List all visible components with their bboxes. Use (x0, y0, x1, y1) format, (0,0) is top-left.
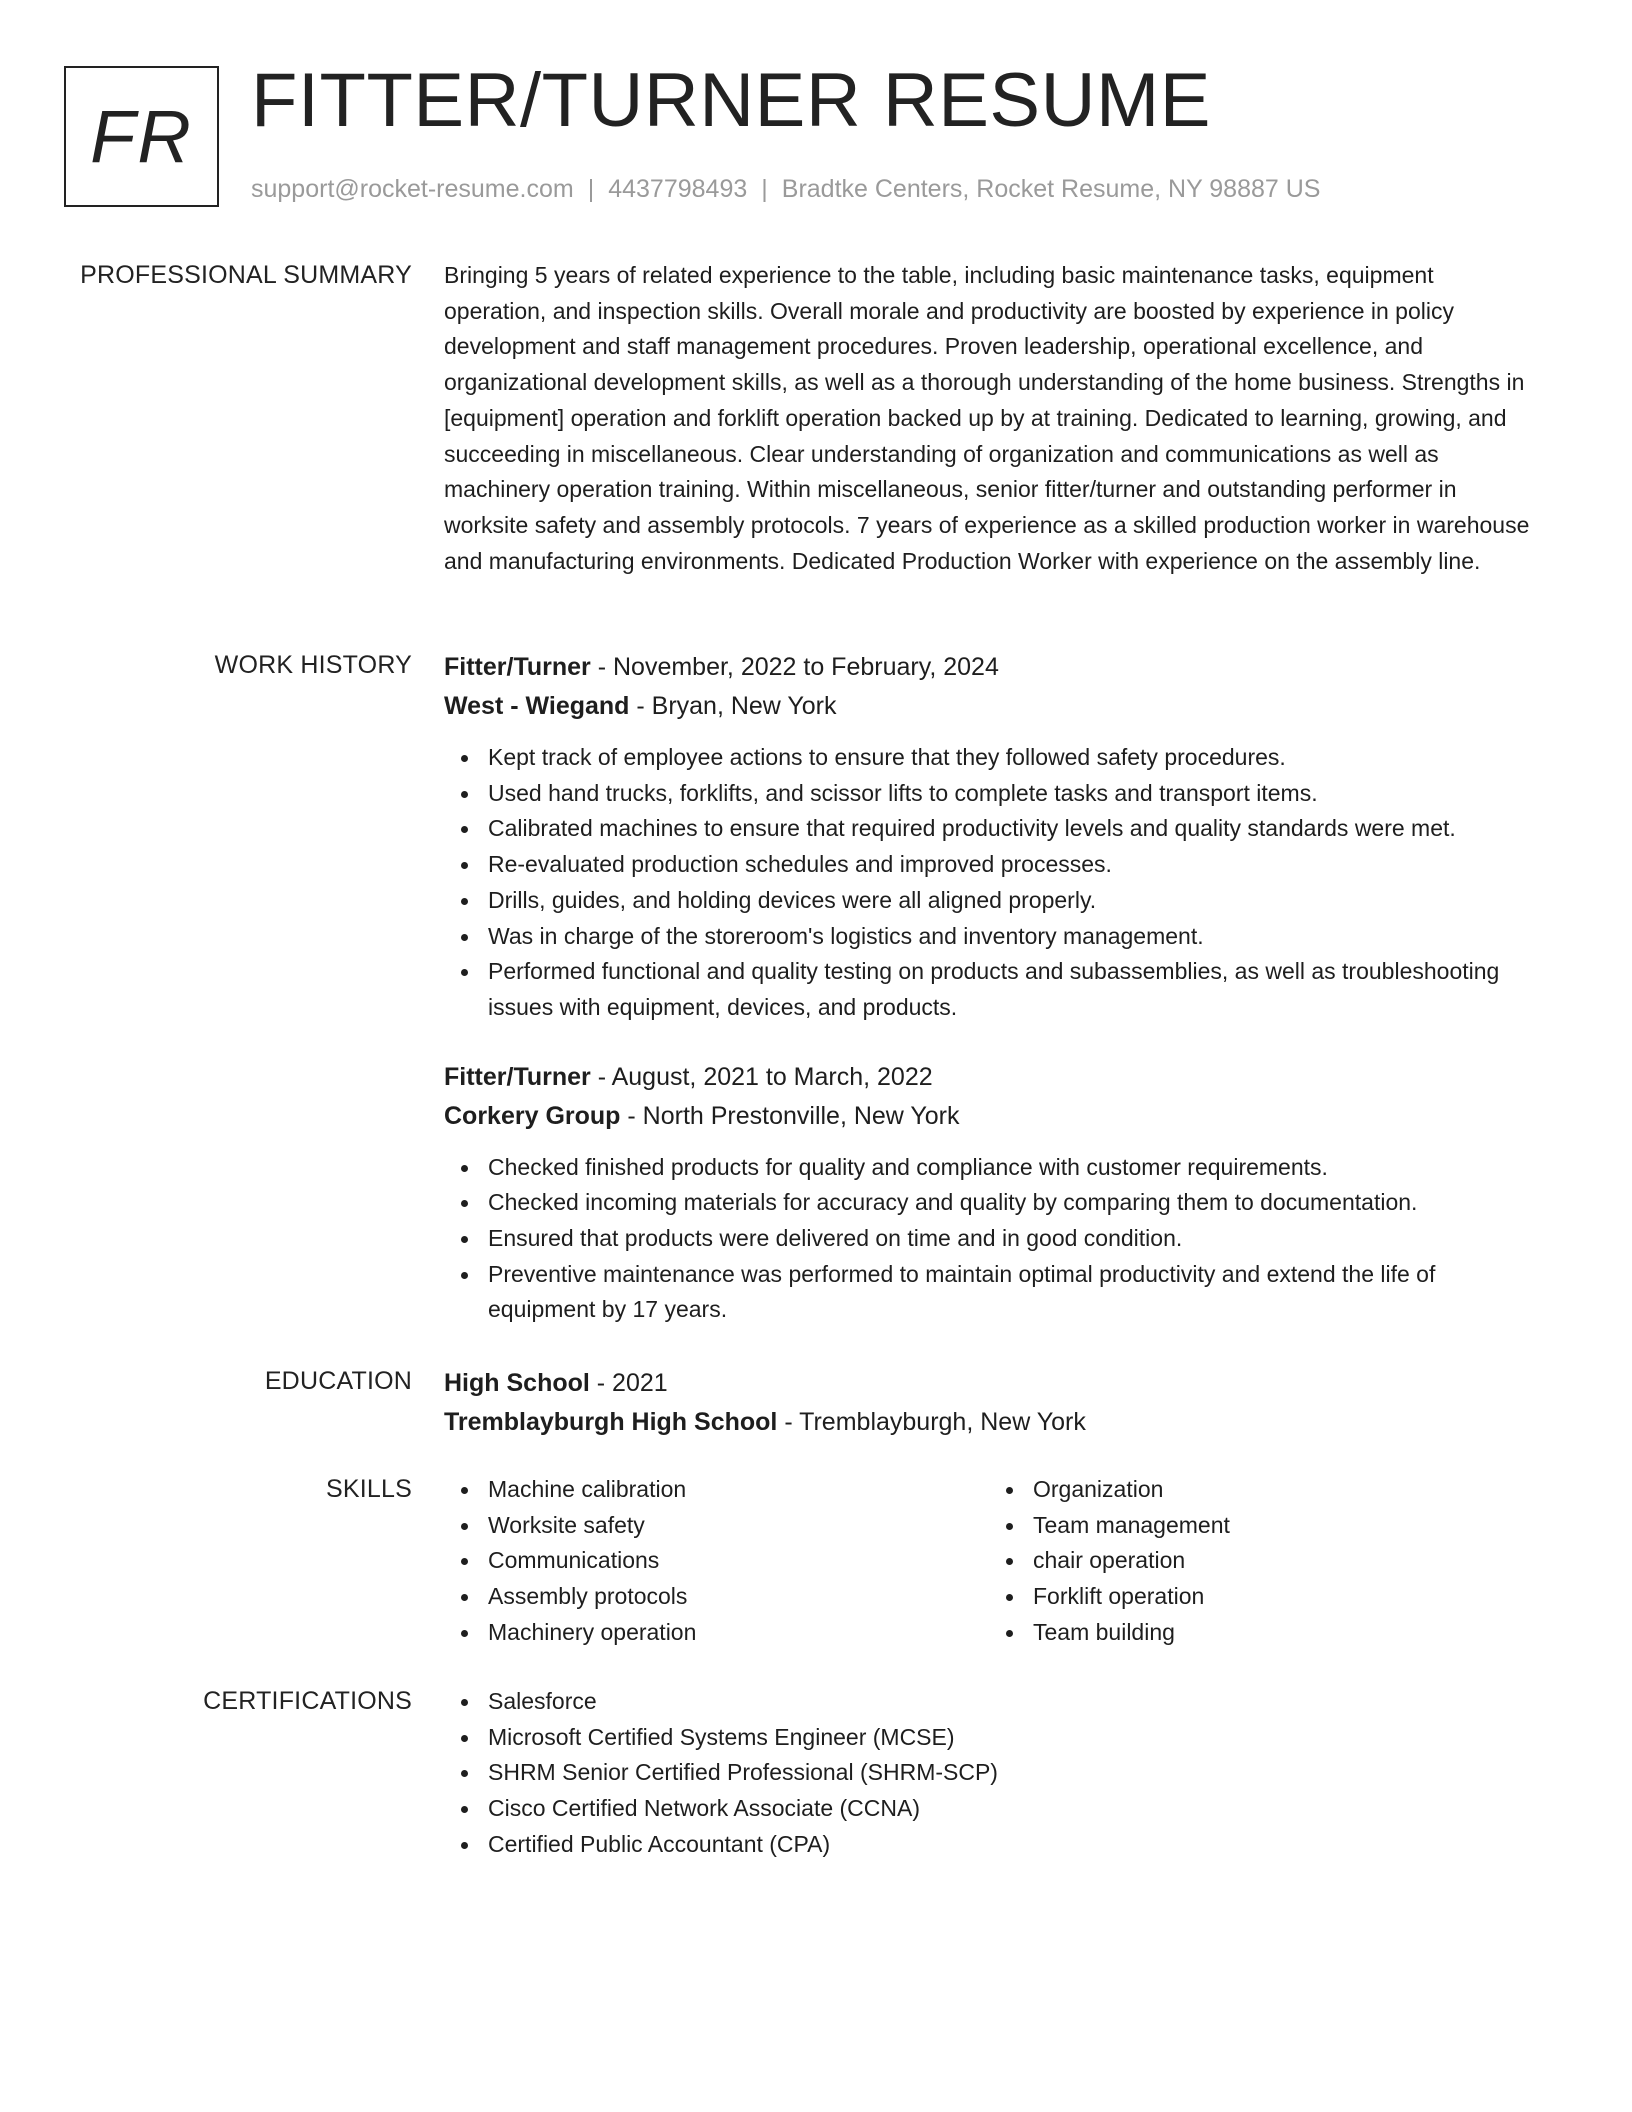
list-item: Certified Public Accountant (CPA) (488, 1827, 1539, 1863)
education-degree-line (444, 1364, 1539, 1403)
section-heading-skills: SKILLS (326, 1475, 412, 1503)
list-item: Assembly protocols (488, 1579, 989, 1615)
page-title: FITTER/TURNER RESUME (251, 58, 1211, 143)
list-item: Cisco Certified Network Associate (CCNA) (488, 1791, 1539, 1827)
contact-line (251, 173, 1320, 205)
job-company-line (444, 1097, 1539, 1136)
skills-list-left (444, 1472, 989, 1651)
list-item: Re-evaluated production schedules and improved processes. (488, 847, 1539, 883)
list-item: Worksite safety (488, 1508, 989, 1544)
job-dates: - November, 2022 to February, 2024 (590, 653, 999, 681)
contact-email: support@rocket-resume.com (251, 175, 574, 203)
education-location: - Tremblayburgh, New York (777, 1408, 1086, 1436)
skills-grid (444, 1472, 1539, 1651)
job-company: Corkery Group (444, 1101, 621, 1130)
education-school-line (444, 1403, 1539, 1442)
job-entry (444, 648, 1539, 1026)
list-item: Calibrated machines to ensure that required productivity levels and quality standards were met. (488, 811, 1539, 847)
job-dates: - August, 2021 to March, 2022 (590, 1062, 933, 1091)
list-item: Checked finished products for quality and compliance with customer requirements. (488, 1150, 1539, 1186)
certifications-list (444, 1684, 1539, 1863)
summary-text: Bringing 5 years of related experience to the table, including basic maintenance tasks, equipment operation, and inspection skills. Overall morale and productivity are boosted by experience in policy development and staff management procedures. Proven leadership, operational excellence, and organizational development skills, as well as a thorough understanding of the home business. Strengths in [equipment] operation and forklift operation backed up by at training. Dedicated to learning, growing, and succeeding in miscellaneous. Clear understanding of organization and communications as well as machinery operation training. Within miscellaneous, senior fitter/turner and outstanding performer in worksite safety and assembly protocols. 7 years of experience as a skilled production worker in warehouse and manufacturing environments. Dedicated Production Worker with experience on the assembly line. (444, 262, 1530, 574)
job-company: West - Wiegand (444, 692, 630, 720)
list-item: Performed functional and quality testing on products and subassemblies, as well as troubleshooting issues with equipment, devices, and products. (488, 954, 1539, 1025)
list-item: Salesforce (488, 1684, 1539, 1720)
job-duties-list (444, 1150, 1539, 1329)
list-item: Ensured that products were delivered on time and in good condition. (488, 1221, 1539, 1257)
education-school: Tremblayburgh High School (444, 1408, 778, 1436)
list-item: Drills, guides, and holding devices were all aligned properly. (488, 883, 1539, 919)
contact-address: Bradtke Centers, Rocket Resume, NY 98887 US (781, 175, 1321, 203)
job-location: - North Prestonville, New York (620, 1101, 960, 1130)
section-heading-work-history: WORK HISTORY (214, 651, 412, 679)
list-item: Organization (1033, 1472, 1534, 1508)
list-item: Checked incoming materials for accuracy and quality by comparing them to documentation. (488, 1185, 1539, 1221)
job-duties-list (444, 740, 1539, 1026)
job-company-line (444, 687, 1539, 726)
skills-list-right (989, 1472, 1534, 1651)
list-item: Forklift operation (1033, 1579, 1534, 1615)
list-item: Communications (488, 1543, 989, 1579)
job-title: Fitter/Turner (444, 653, 591, 681)
list-item: Machine calibration (488, 1472, 989, 1508)
section-heading-summary: PROFESSIONAL SUMMARY (80, 261, 412, 289)
list-item: Machinery operation (488, 1615, 989, 1651)
job-location: - Bryan, New York (629, 692, 837, 720)
monogram-logo: FR (64, 66, 219, 207)
contact-separator: | (587, 175, 595, 203)
contact-separator: | (761, 175, 768, 203)
job-title: Fitter/Turner (444, 1062, 591, 1091)
list-item: Microsoft Certified Systems Engineer (MCSE) (488, 1720, 1539, 1756)
list-item: Preventive maintenance was performed to maintain optimal productivity and extend the life of equipment by 17 years. (488, 1257, 1539, 1328)
list-item: Was in charge of the storeroom's logistics and inventory management. (488, 919, 1539, 955)
job-title-line (444, 1058, 1539, 1097)
skills-body (444, 1472, 1539, 1651)
job-entry (444, 1058, 1539, 1329)
list-item: Used hand trucks, forklifts, and scissor lifts to complete tasks and transport items. (488, 776, 1539, 812)
list-item: Team building (1033, 1615, 1534, 1651)
list-item: Team management (1033, 1508, 1534, 1544)
work-history-body (444, 648, 1539, 1328)
certifications-body (444, 1684, 1539, 1863)
list-item: chair operation (1033, 1543, 1534, 1579)
job-title-line (444, 648, 1539, 687)
education-year: - 2021 (589, 1369, 668, 1397)
summary-body (444, 258, 1539, 579)
education-body (444, 1364, 1539, 1442)
contact-phone: 4437798493 (608, 175, 748, 203)
list-item: SHRM Senior Certified Professional (SHRM-SCP) (488, 1755, 1539, 1791)
list-item: Kept track of employee actions to ensure that they followed safety procedures. (488, 740, 1539, 776)
section-heading-education: EDUCATION (264, 1367, 412, 1395)
section-heading-certifications: CERTIFICATIONS (203, 1687, 412, 1715)
education-degree: High School (444, 1369, 590, 1397)
